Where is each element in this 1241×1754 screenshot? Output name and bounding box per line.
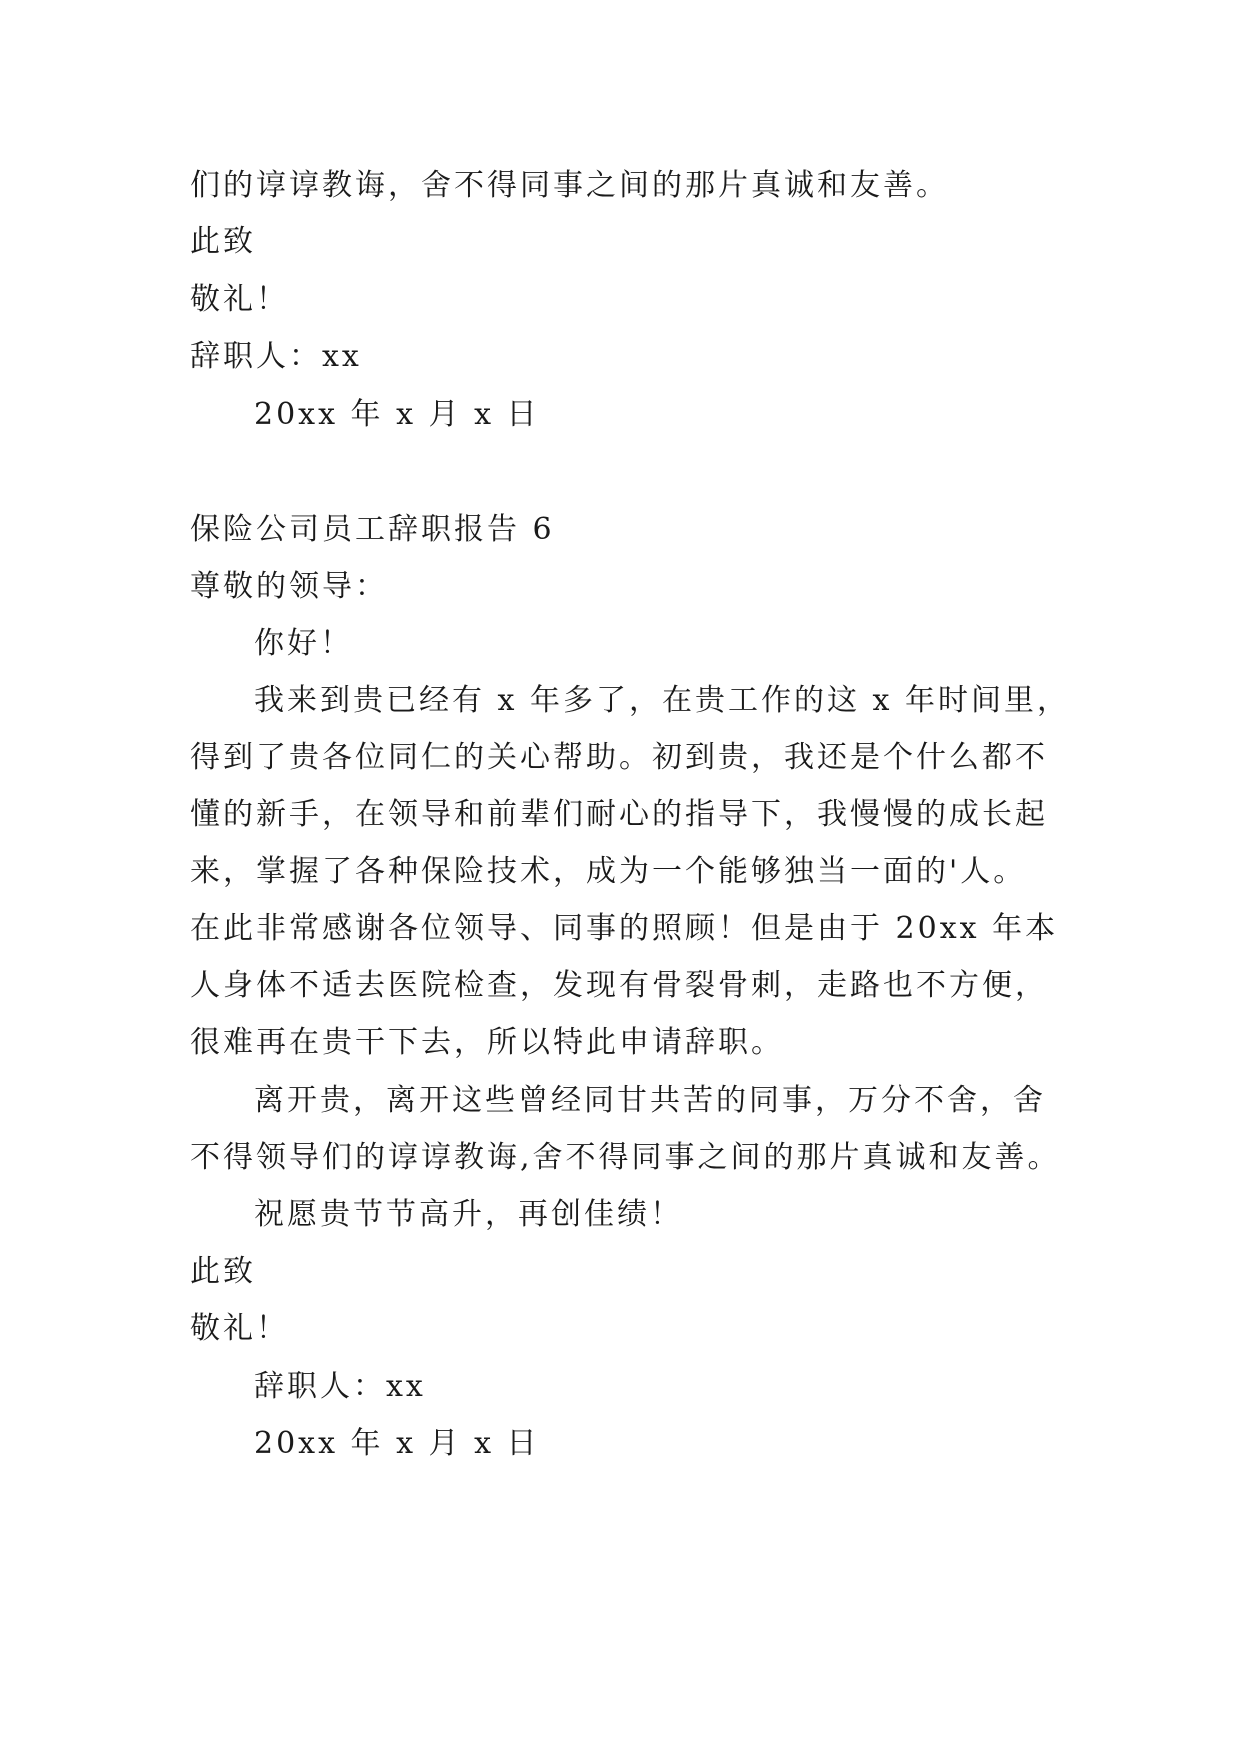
closing-regards: 敬礼！ (190, 1311, 289, 1346)
report-title: 保险公司员工辞职报告 6 (190, 512, 555, 547)
date-line: 20xx 年 x 月 x 日 (254, 1426, 540, 1461)
date-line: 20xx 年 x 月 x 日 (254, 397, 540, 432)
greeting: 你好！ (254, 626, 353, 661)
paragraph-line: 我来到贵已经有 x 年多了，在贵工作的这 x 年时间里， (254, 683, 1070, 718)
paragraph-line: 懂的新手，在领导和前辈们耐心的指导下，我慢慢的成长起 (190, 797, 1048, 832)
paragraph-line: 在此非常感谢各位领导、同事的照顾！但是由于 20xx 年本 (190, 911, 1059, 946)
paragraph-line: 不得领导们的谆谆教诲,舍不得同事之间的那片真诚和友善。 (190, 1140, 1061, 1175)
paragraph-line: 得到了贵各位同仁的关心帮助。初到贵，我还是个什么都不 (190, 740, 1048, 775)
closing-regards: 敬礼！ (190, 282, 289, 317)
continuation-line: 们的谆谆教诲，舍不得同事之间的那片真诚和友善。 (190, 168, 949, 203)
salutation: 尊敬的领导： (190, 569, 388, 604)
paragraph-line: 人身体不适去医院检查，发现有骨裂骨刺，走路也不方便， (190, 968, 1048, 1003)
closing-salutation: 此致 (190, 224, 256, 259)
signer-line: 辞职人：xx (254, 1369, 426, 1404)
paragraph-line: 来，掌握了各种保险技术，成为一个能够独当一面的'人。 (190, 854, 1027, 889)
paragraph-line: 很难再在贵干下去，所以特此申请辞职。 (190, 1025, 784, 1060)
paragraph-line: 离开贵，离开这些曾经同甘共苦的同事，万分不舍，舍 (254, 1083, 1046, 1118)
signer-line: 辞职人：xx (190, 339, 362, 374)
closing-salutation: 此致 (190, 1254, 256, 1289)
wish-line: 祝愿贵节节高升，再创佳绩！ (254, 1197, 683, 1232)
